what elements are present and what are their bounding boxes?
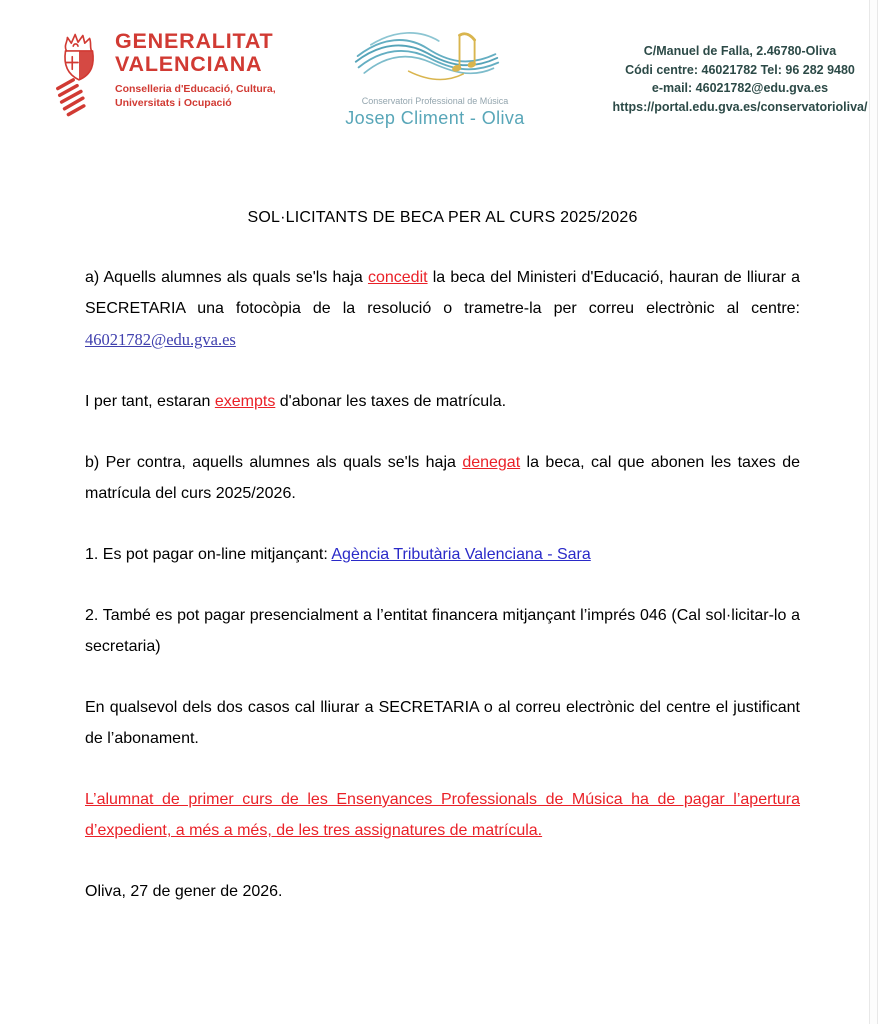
paragraph-exempt-pre: I per tant, estaran [85,393,215,410]
scrollbar-track[interactable] [869,0,878,1024]
paragraph-b [85,447,800,509]
paragraph-b-pre: b) Per contra, aquells alumnes als quals se'ls haja [85,454,463,471]
paragraph-a-pre: a) Aquells alumnes als quals se'ls haja [85,269,368,286]
gva-shield-icon [52,30,106,122]
highlight-denegat: denegat [462,454,521,471]
contact-website: https://portal.edu.gva.es/conservatorioliva/ [612,99,868,114]
paragraph-a-post: la beca del Ministeri d'Educació, hauran de lliurar a SECRETARIA una fotocòpia de la resolució o trametre-la per correu electrònic al centre: [85,269,801,317]
date-line: Oliva, 27 de gener de 2026. [85,883,283,900]
paragraph-warning: L’alumnat de primer curs de les Ensenyances Professionals de Música ha de pagar l’apertura d’expedient, a més a més, de les tres assignatures de matrícula. [85,791,800,839]
gva-title-line1: GENERALITAT [115,29,274,53]
gva-title-line2: VALENCIANA [115,52,263,76]
payment-item-1-text: 1. Es pot pagar on-line mitjançant: [85,546,332,563]
gva-subtitle-line1: Conselleria d'Educació, Cultura, [115,83,276,95]
paragraph-exempt-post: d'abonar les taxes de matrícula. [275,393,507,410]
paragraph-delivery: En qualsevol dels dos casos cal lliurar a SECRETARIA o al correu electrònic del centre el justificant de l’abonament. [85,699,800,747]
contact-address: C/Manuel de Falla, 2.46780-Oliva [643,44,837,58]
conservatory-name: Josep Climent - Oliva [345,108,525,128]
gva-subtitle [115,83,276,110]
gva-subtitle-line2: Universitats i Ocupació [115,96,232,109]
conservatory-label: Conservatori Professional de Música [361,96,509,106]
payment-item-2: 2. També es pot pagar presencialment a l’entitat financera mitjançant l’imprés 046 (Cal sol·licitar-lo a secretaria) [85,607,800,655]
highlight-concedit: concedit [367,269,428,286]
paragraph-exempt [85,386,800,417]
conservatory-logo [340,24,530,129]
highlight-exempts: exempts [214,393,276,410]
contact-email: e-mail: 46021782@edu.gva.es [651,81,829,95]
document-title: SOL·LICITANTS DE BECA PER AL CURS 2025/2026 [247,209,638,226]
payment-item-1 [85,539,800,570]
gva-logo-text [115,30,276,122]
paragraph-b-post: la beca, cal que abonen les taxes de matrícula del curs 2025/2026. [85,454,801,502]
contact-block [598,42,882,116]
contact-code-phone: Códi centre: 46021782 Tel: 96 282 9480 [625,62,855,77]
tax-agency-link[interactable]: Agència Tributària Valenciana - Sara [331,546,591,563]
letterhead [0,0,887,145]
email-link[interactable]: 46021782@edu.gva.es [85,330,236,349]
paragraph-a [85,262,800,356]
gva-logo [52,30,276,122]
conservatory-waves-icon [347,24,523,90]
